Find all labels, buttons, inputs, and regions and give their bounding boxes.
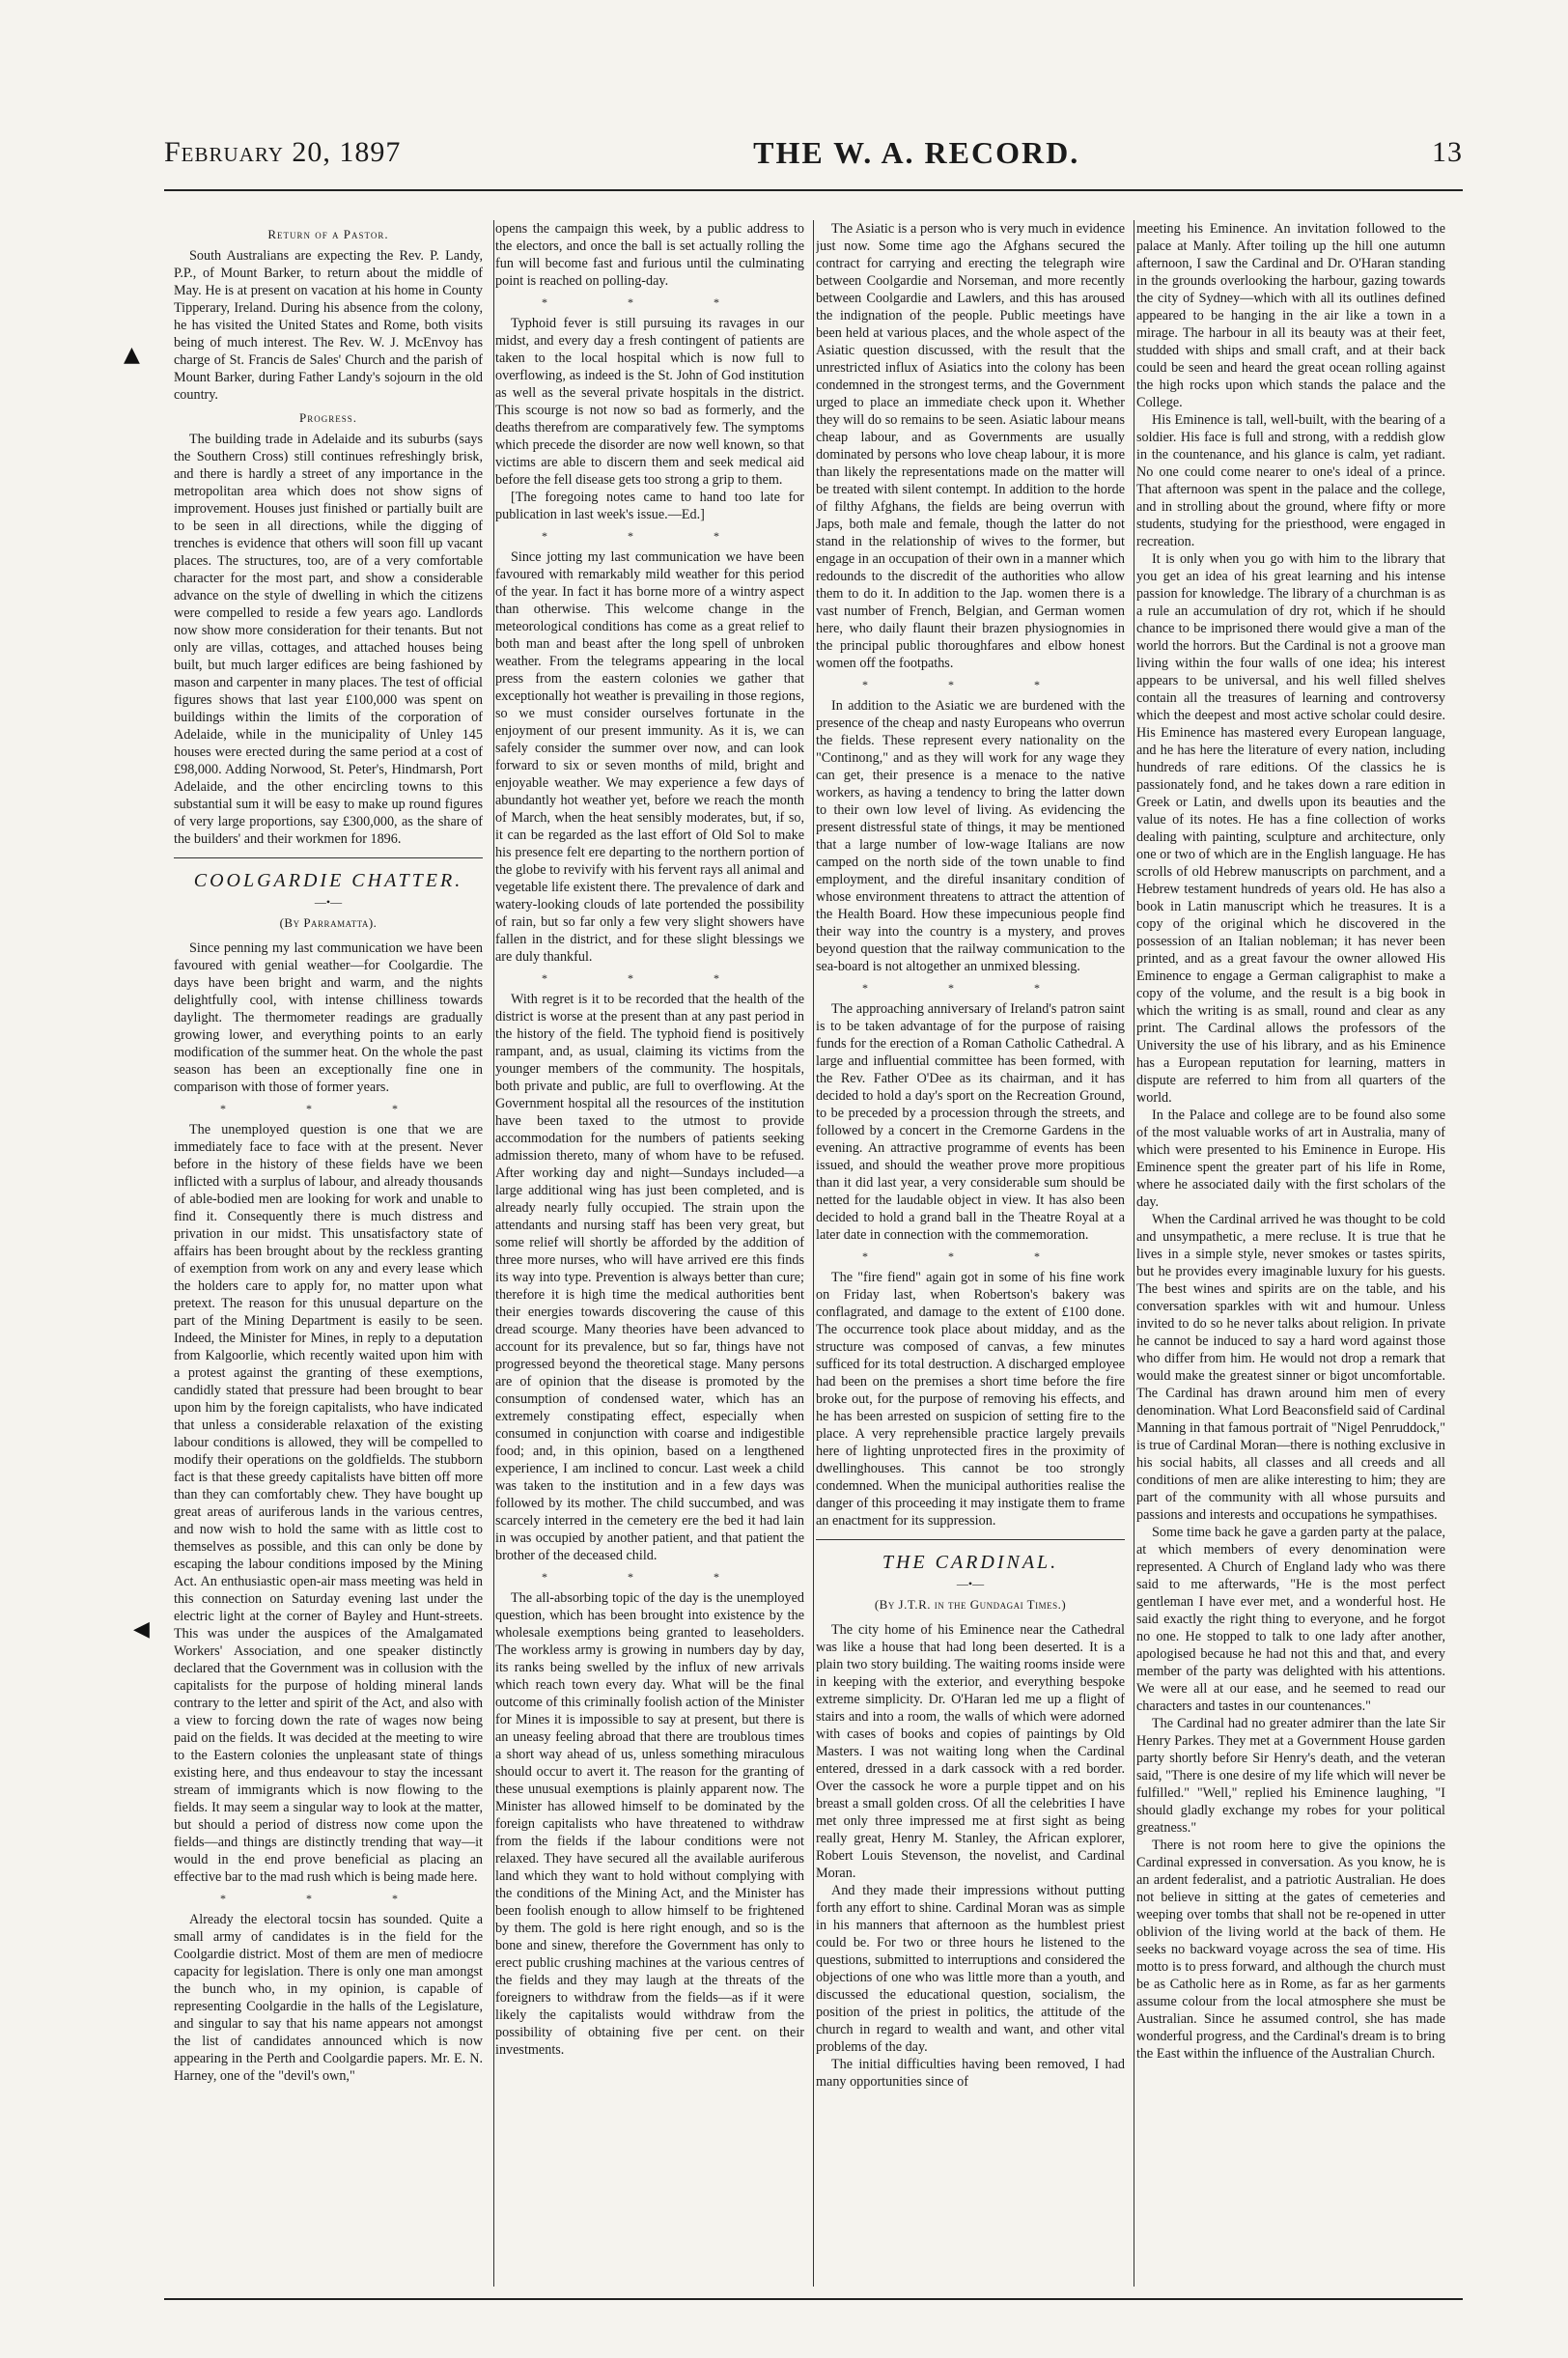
- asterism: * * *: [862, 678, 1078, 691]
- column-1: [174, 220, 483, 2296]
- article-paragraph: The "fire fiend" again got in some of his fine work on Friday last, when Robertson's bakery was conflagrated, and damage to the extent of £100 done. The occurrence took place about midday, and as the structure was composed of canvas, a few minutes sufficed for its total destruction. A discharged employee had been on the premises a short time before the fire broke out, for the purpose of removing his effects, and he has been arrested on suspicion of setting fire to the place. A very reprehensible practice largely prevails here of lighting unprotected fires in the proximity of dwellinghouses. This cannot be too strongly condemned. When the municipal authorities realise the danger of this proceeding it may instigate them to frame an enactment for its suppression.: [816, 1270, 1125, 1529]
- column-divider: [813, 220, 814, 2287]
- masthead-rule: [164, 189, 1463, 191]
- asterism: * * *: [862, 981, 1078, 995]
- asterism: * * *: [542, 1570, 758, 1584]
- asterism: * * *: [862, 1249, 1078, 1263]
- column-3: [816, 220, 1125, 2296]
- article-paragraph: With regret is it to be recorded that the health of the district is worse at the present than at any past period in the history of the field. The typhoid fiend is positively rampant, and, as usual, claiming its victims from the younger members of the community. The hospitals, both private and public, are full to overflowing. At the Government hospital all the resources of the institution have been taxed to the utmost to provide accommodation for the numbers of patients seeking admission thereto, many of whom have to be refused. After working day and night—Sundays included—a large additional wing has just been completed, and is already nearly fully occupied. The strain upon the attendants and nursing staff has been very great, but some relief will shortly be afforded by the addition of three more nurses, who will have arrived ere this finds its way into type. Prevention is always better than cure; therefore it is high time the medical authorities bent their energies towards discovering the cause of this dread scourge. Many theories have been advanced to account for its prevalence, but so far, things have not progressed beyond the theoretical stage. Many persons are of opinion that the disease is promoted by the consumption of condensed water, which has an extremely constipating effect, especially when consumed in conjunction with coarse and indigestible food; and, in this opinion, based on a lengthened experience, I am inclined to concur. Last week a child was taken to the institution and in a few days was followed by its mother. The child succumbed, and was scarcely interred in the cemetery ere the bed it had lain in was occupied by another patient, and that patient the brother of the deceased child.: [495, 992, 804, 1563]
- masthead: [164, 124, 1463, 182]
- article-paragraph: In addition to the Asiatic we are burdened with the presence of the cheap and nasty Europeans who overrun the fields. These represent every nationality on the "Continong," and as they will work for any wage they can get, their presence is a menace to the native workers, as having a tendency to bring the latter down to their own low level of living. As evidencing the present distressful state of things, it may be mentioned that a large number of low-wage Italians are now camped on the north side of the town unable to find employment, and the direful insanitary condition of whose environment threatens to attract the attention of the Health Board. How these impecunious people find their way into the country is a mystery, and proves beyond question that the railway communication to the sea-board is not altogether an unmixed blessing.: [816, 698, 1125, 974]
- article-paragraph: Already the electoral tocsin has sounded. Quite a small army of candidates is in the field for the Coolgardie district. Most of them are men of mediocre capacity for legislation. There is only one man amongst the bunch who, in my opinion, is capable of representing Coolgardie in the halls of the Legislature, and singular to say that his name appears not amongst the list of candidates announced which is now appearing in the Perth and Coolgardie papers. Mr. E. N. Harney, one of the "devil's own,": [174, 1912, 483, 2084]
- article-paragraph: It is only when you go with him to the library that you get an idea of his great learning and his intense passion for knowledge. The library of a churchman is as a rule an accumulation of dry rot, which if he should chance to be imprisoned there would give a man of the world the horrors. But the Cardinal is not a groove man living within the four walls of one idea; his interest appears to be universal, and his well filled shelves contain all the treasures of learning and controversy which the deepest and most active scholar could desire. His Eminence has mastered every European language, and he has here the literature of every nation, including hundreds of rare editions. Of the classics he is passionately fond, and he takes down a rare edition in Greek or Latin, and dwells upon its beauties and the value of its notes. He has a fine collection of works dealing with painting, sculpture and architecture, only one or two of which are in the English language. He has scrolls of old Hebrew manuscripts on parchment, and a Hebrew testament hundreds of years old. He has also a book in Latin manuscript which he treasures. It is a copy of the original which he discovered in the possession of an Italian nobleman; it has never been printed, and as a great favour the owner allowed His Eminence to engage a German caligraphist to make a copy of the volume, and the result is a big book in which the writing is as small, round and clear as any print. The Cardinal allows the professors of the University the use of his library, and as his Eminence has a European reputation for learning, matters in dispute are referred to him from all quarters of the world.: [1136, 551, 1445, 1106]
- article-paragraph: The Cardinal had no greater admirer than the late Sir Henry Parkes. They met at a Government House garden party shortly before Sir Henry's death, and the veteran said, "There is one desire of my life which will never be fulfilled." "Well," replied his Eminence laughing, "I should gladly exchange my robes for your political greatness.": [1136, 1716, 1445, 1836]
- asterism: * * *: [542, 971, 758, 985]
- article-paragraph: And they made their impressions without putting forth any effort to shine. Cardinal Moran was as simple in his manners that afternoon as the humblest priest could be. For two or three hours he listened to the questions, submitted to interruptions and considered the objections of one who was little more than a youth, and discussed the educational question, socialism, the position of the priest in politics, the attitude of the church in regard to wealth and want, and other vital problems of the day.: [816, 1883, 1125, 2055]
- asterism: * * *: [542, 295, 758, 309]
- flourish-ornament: —•—: [956, 1577, 985, 1590]
- newspaper-title: THE W. A. RECORD.: [753, 134, 1080, 170]
- article-byline: (By J.T.R. in the Gundagai Times.): [874, 1597, 1067, 1612]
- article-paragraph: In the Palace and college are to be found also some of the most valuable works of art in Australia, many of which were presented to his Eminence in Europe. His Eminence spent the greater part of his life in Rome, where he associated daily with the first scholars of the day.: [1136, 1108, 1445, 1210]
- article-paragraph: meeting his Eminence. An invitation followed to the palace at Manly. After toiling up the hill one autumn afternoon, I saw the Cardinal and Dr. O'Haran standing in the grounds overlooking the harbour, gazing towards the city of Sydney—which with all its outlines defined appeared to be hanging in the air like a town in a mirage. The harbour in all its beauty was at their feet, studded with ships and small craft, and at their back could be seen and heard the great ocean rolling against the high rocks upon which stands the palace and the College.: [1136, 221, 1445, 410]
- article-paragraph: When the Cardinal arrived he was thought to be cold and unsympathetic, a mere recluse. It is true that he lives in a simple style, never smokes or tastes spirits, but he provides every imaginable luxury for his guests. The best wines and spirits are on the table, and his conversation sparkles with wit and humour. Unless invited to do so he never talks about religion. In private he cannot be induced to say a hard word against those who differ from him. He would not drop a remark that would make the greatest sinner or bigot uncomfortable. The Cardinal has drawn around him men of every denomination. What Lord Beaconsfield said of Cardinal Manning in that famous portrait of "Nigel Penruddock," is true of Cardinal Moran—there is nothing exclusive in his social habits, all classes and all creeds and all conditions of men are alike interesting to him; they are part of the community with all whose pursuits and passions and interests and occupations he sympathises.: [1136, 1212, 1445, 1523]
- article-paragraph: Since penning my last communication we have been favoured with genial weather—for Coolgardie. The days have been bright and warm, and the nights delightfully cool, with intense chilliness towards daylight. The thermometer readings are gradually growing lower, and everything points to an early modification of the summer heat. On the whole the past season has been an exceptionally fine one in comparison with those of former years.: [174, 940, 483, 1095]
- article-paragraph: The initial difficulties having been removed, I had many opportunities since of: [816, 2057, 1125, 2090]
- article-paragraph: opens the campaign this week, by a public address to the electors, and once the ball is set actually rolling the fun will become fast and furious until the culminating point is reached on polling-day.: [495, 221, 804, 289]
- margin-arrow-icon: ◀: [133, 1617, 150, 1642]
- article-paragraph: The city home of his Eminence near the Cathedral was like a house that had long been deserted. It is a plain two story building. The waiting rooms inside were in keeping with the exterior, and everything bespoke extreme simplicity. Dr. O'Haran led me up a flight of stairs and into a room, the walls of which were adorned with cases of books and copies of paintings by Old Masters. I was not waiting long when the Cardinal entered, dressed in a dark cassock with a red border. Over the cassock he wore a purple tippet and on his breast a small golden cross. Of all the celebrities I have met only three impressed me at first sight as being really great, Henry M. Stanley, the African explorer, Robert Louis Stevenson, the novelist, and Cardinal Moran.: [816, 1622, 1125, 1881]
- column-2: [495, 220, 804, 2296]
- article-paragraph: Typhoid fever is still pursuing its ravages in our midst, and every day a fresh contingent of patients are taken to the local hospital which is now full to overflowing, as indeed is the St. John of God institution as well as the several private hospitals in the district. This scourge is not now so bad as formerly, and the deaths therefrom are comparatively few. The symptoms which precede the disorder are now well known, so that victims are able to discern them and seek medical aid before the fell disease gets too strong a grip to them.: [495, 316, 804, 488]
- asterism: * * *: [542, 529, 758, 543]
- margin-arrow-icon: ▲: [124, 343, 140, 367]
- section-rule: [816, 1539, 1125, 1540]
- article-paragraph: The building trade in Adelaide and its suburbs (says the Southern Cross) still continues refreshingly brisk, and there is hardly a street of any importance in the metropolitan area which does not show signs of improvement. Houses just finished or partially built are to be seen in all directions, while the digging of trenches is evidence that others will soon fill up vacant places. The structures, too, are of a very comfortable character for the most part, and show a considerable advance on the style of dwelling in which the citizens were compelled to reside a few years ago. Landlords now show more consideration for their tenants. But not only are villas, cottages, and attached houses being built, but much larger edifices are being fashioned by mason and carpenter in many places. The test of official figures shows that last year £100,000 was spent on buildings within the limits of the corporation of Adelaide, while in the municipality of Unley 145 houses were erected during the same period at a cost of £98,000. Adding Norwood, St. Peter's, Hindmarsh, Port Adelaide, and the other encircling towns to this substantial sum it will be easy to make up round figures of very large proportions, say £300,000, as the share of the builders' and their workmen for 1896.: [174, 432, 483, 847]
- asterism: * * *: [220, 1102, 436, 1115]
- column-4: [1136, 220, 1445, 2296]
- article-byline: (By Parramatta).: [279, 915, 378, 930]
- bottom-rule: [164, 2298, 1463, 2300]
- page-number: 13: [1431, 136, 1463, 168]
- flourish-ornament: —•—: [314, 895, 343, 909]
- section-heading: Progress.: [299, 410, 357, 425]
- article-paragraph: The approaching anniversary of Ireland's patron saint is to be taken advantage of for the purpose of raising funds for the erection of a Roman Catholic Cathedral. A large and influential committee has been formed, with the Rev. Father O'Dee as its chairman, and it has decided to hold a day's sport on the Recreation Ground, to be preceded by a procession through the streets, and followed by a concert in the Cremorne Gardens in the evening. An attractive programme of events has been issued, and should the weather prove more propitious than it did last year, a very considerable sum should be netted for the laudable object in view. It has also been decided to hold a grand ball in the Theatre Royal at a later date in connection with the commemoration.: [816, 1001, 1125, 1243]
- article-paragraph: Some time back he gave a garden party at the palace, at which members of every denomination were represented. A Church of England lady who was there said to me afterwards, "He is the most perfect gentleman I have ever met, and a wonderful host. He said exactly the right thing to everyone, and he forgot no one. He stopped to talk to one lady after another, apologised because he had not this and that, and every member of the party was delighted with his attentions. We were all at our ease, and he seemed to read our characters and tastes in our countenances.": [1136, 1525, 1445, 1714]
- article-paragraph: His Eminence is tall, well-built, with the bearing of a soldier. His face is full and strong, with a reddish glow in the countenance, and his glance is calm, yet radiant. No one could come nearer to one's ideal of a prince. That afternoon was spent in the palace and the college, and in strolling about the ground, where fifty or more students, studying for the priesthood, were engaged in recreation.: [1136, 412, 1445, 549]
- article-paragraph: The all-absorbing topic of the day is the unemployed question, which has been brought into existence by the wholesale exemptions being granted to leaseholders. The workless army is growing in numbers day by day, its ranks being swelled by the influx of new arrivals which reach town every day. What will be the final outcome of this criminally foolish action of the Minister for Mines it is impossible to say at present, but there is an uneasy feeling abroad that there are troublous times a short way ahead of us, unless something miraculous should occur to avert it. The reason for the granting of these unusual exemptions is plainly apparent now. The Minister has allowed himself to be dominated by the foreign capitalists who have threatened to withdraw from the fields if the labour conditions were not relaxed. They have secured all the available auriferous land which they want to hold without complying with the conditions of the Mining Act, and the Minister has been foolish enough to allow himself to be frightened by them. The gold is here right enough, and so is the bone and sinew, therefore the Government has only to erect public crushing machines at the various centres of the fields and they may laugh at the threats of the foreigners to withdraw from the fields—as if it were likely the capitalists would withdraw from the possibility of obtaining five per cent. on their investments.: [495, 1590, 804, 2058]
- article-title: COOLGARDIE CHATTER.: [193, 870, 463, 891]
- issue-date: February 20, 1897: [164, 136, 402, 168]
- article-paragraph: South Australians are expecting the Rev. P. Landy, P.P., of Mount Barker, to return about the middle of May. He is at present on vacation at his home in County Tipperary, Ireland. During his absence from the colony, he has visited the United States and Rome, both visits being of much interest. The Rev. W. J. McEnvoy has charge of St. Francis de Sales' Church and the parish of Mount Barker, during Father Landy's sojourn in the old country.: [174, 248, 483, 403]
- article-paragraph: There is not room here to give the opinions the Cardinal expressed in conversation. As you know, he is an ardent federalist, and a patriotic Australian. He does not believe in sitting at the gates of cemeteries and weeping over tombs that shall not be re-opened in utter oblivion of the living world at the back of them. He seeks no backward voyage across the sea of time. His motto is to press forward, and although the church must be as Catholic here as in Rome, as far as her garments assume colour from the local atmosphere she must be Australian. Since he assumed control, she has made wonderful progress, and the Cardinal's dream is to bring the East within the influence of the Australian Church.: [1136, 1838, 1445, 2062]
- section-rule: [174, 857, 483, 858]
- column-divider: [493, 220, 494, 2287]
- article-paragraph: Since jotting my last communication we have been favoured with remarkably mild weather for this period of the year. In fact it has borne more of a wintry aspect than otherwise. This welcome change in the meteorological conditions has come as a great relief to both man and beast after the long spell of unbroken weather. From the telegrams appearing in the local press from the eastern colonies we gather that exceptionally hot weather is prevailing in those regions, so we must consider ourselves fortunate in the enjoyment of our present immunity. As it is, we can safely consider the summer over now, and can look forward to six or seven months of mild, bright and enjoyable weather. We may experience a few days of abundantly hot weather yet, before we reach the month of March, when the heat sensibly moderates, but, if so, it can be regarded as the last effort of Old Sol to make his presence felt ere departing to the northern portion of the globe to revivify with his fervent rays all animal and vegetable life existent there. The prevalence of dark and watery-looking clouds of late portended the possibility of rain, but so far only a few very slight showers have fallen in the district, and for these slight blessings we are duly thankful.: [495, 549, 804, 965]
- article-paragraph: The Asiatic is a person who is very much in evidence just now. Some time ago the Afghans secured the contract for carrying and erecting the telegraph wire between Coolgardie and Norseman, and more recently between Coolgardie and Lawlers, and this has aroused the indignation of the people. Public meetings have been held at various places, and the whole aspect of the Asiatic question discussed, with the result that the unrestricted influx of Asiatics into the colony has been condemned in the strongest terms, and the Government urged to place an immediate check upon it. Whether they will do so remains to be seen. Asiatic labour means cheap labour, and as Governments are usually dominated by persons who love cheap labour, it is more than likely the representations made on the matter will be treated with silent contempt. In addition to the horde of filthy Afghans, the fields are being overrun with Japs, both male and female, though the latter do not stand in the relationship of wives to the former, but engage in an occupation of their own in a manner which redounds to the discredit of the authorities who allow them to do it. In addition to the Jap. women there is a vast number of French, Belgian, and German women here, who daily flaunt their brazen physiognomies in the principal public thoroughfares and elbow honest women off the footpaths.: [816, 221, 1125, 671]
- article-title: THE CARDINAL.: [882, 1552, 1059, 1573]
- editor-note: [The foregoing notes came to hand too late for publication in last week's issue.—Ed.]: [495, 490, 804, 522]
- asterism: * * *: [220, 1892, 436, 1905]
- article-paragraph: The unemployed question is one that we are immediately face to face with at the present. Never before in the history of these fields have we been inflicted with a surplus of labour, and already thousands of able-bodied men are looking for work and unable to find it. Consequently there is much distress and privation in our midst. This unsatisfactory state of affairs has been brought about by the reckless granting of exemption from work on any and every lease which the holders care to apply for, no matter upon what pretext. The reason for this unusual departure on the part of the Mining Department is easily to be seen. Indeed, the Minister for Mines, in reply to a deputation from Kalgoorlie, which recently waited upon him with a protest against the granting of these exemptions, candidly stated that pressure had been brought to bear upon him by the foreign capitalists, who have indicated that unless a considerable relaxation of the existing labour conditions is allowed, they will be compelled to modify their operations on the goldfields. The stubborn fact is that these greedy capitalists have bitten off more than they can comfortably chew. They have bought up great areas of auriferous lands in the various centres, and now wish to hold the same with as little cost to themselves as possible, and this can only be done by escaping the labour conditions imposed by the Mining Act. An enthusiastic open-air mass meeting was held in this connection on Saturday evening last under the electric light at the corner of Bayley and Hunt-streets. This was under the auspices of the Amalgamated Workers' Association, and one speaker distinctly declared that the Government was in collusion with the capitalists for the purpose of holding mineral lands contrary to the letter and spirit of the Act, and also with a view to forcing down the rate of wages now being paid on the fields. It was decided at the meeting to wire to the Eastern colonies the unpleasant state of things existing here, and thus endeavour to stay the incessant stream of immigrants which is now flowing to the fields. It may seem a singular way to look at the matter, but should a period of distress now come upon the fields—and things are distinctly trending that way—it would in the end prove beneficial as placing an effective bar to the mad rush which is being made here.: [174, 1122, 483, 1885]
- section-heading: Return of a Pastor.: [267, 227, 389, 241]
